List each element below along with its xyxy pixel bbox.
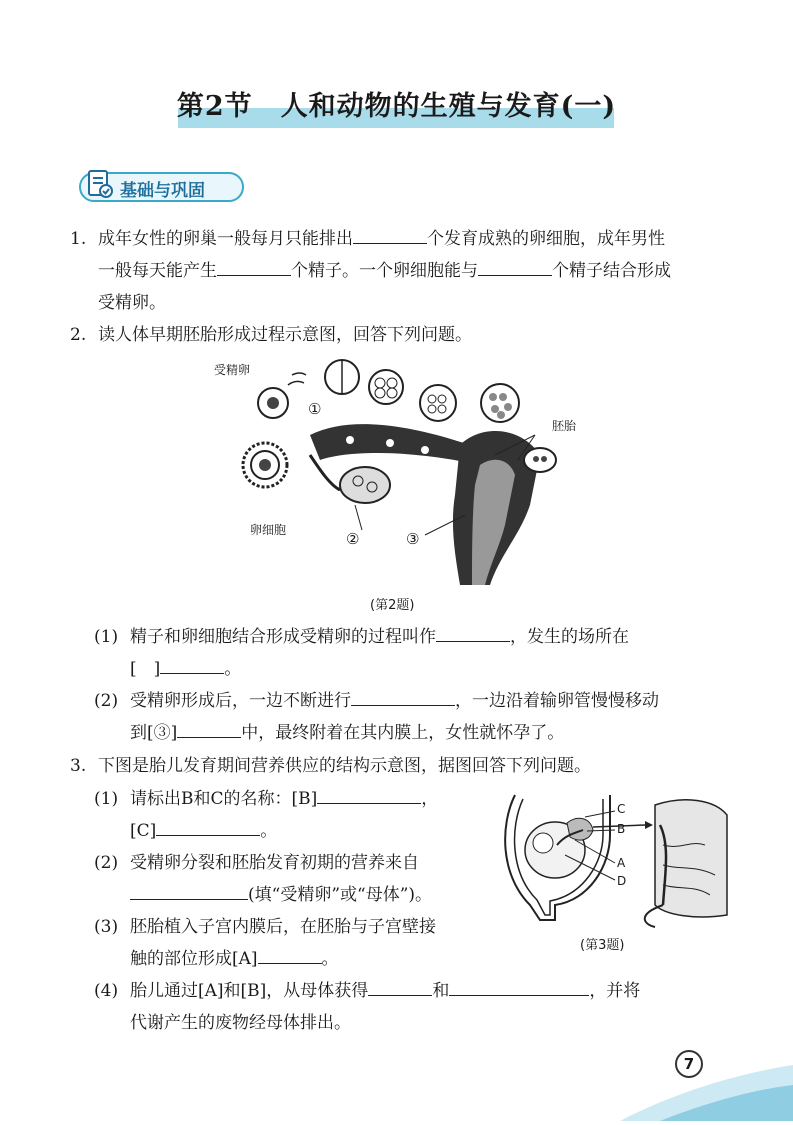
figure-3-caption: (第3题) bbox=[580, 938, 625, 953]
q2-sub1-line-1: 精子和卵细胞结合形成受精卵的过程叫作 ，发生的场所在 bbox=[130, 627, 629, 647]
q3-sub1-line-2: [C] 。 bbox=[130, 821, 278, 841]
label-egg-cell: 卵细胞 bbox=[250, 523, 287, 537]
q2-sub2-blank-1[interactable] bbox=[351, 691, 455, 706]
q2-sub1-number: (1) bbox=[94, 627, 119, 647]
q2-sub2-line-1: 受精卵形成后，一边不断进行 ，一边沿着输卵管慢慢移动 bbox=[130, 691, 659, 711]
figure-fetal-nutrition bbox=[495, 785, 735, 930]
q3-sub4-blank-2[interactable] bbox=[449, 981, 589, 996]
q3-sub3-line-2: 触的部位形成[A] 。 bbox=[130, 949, 339, 969]
q3-sub2-line-1: 受精卵分裂和胚胎发育初期的营养来自 bbox=[130, 853, 419, 873]
q3-sub1-line-1: 请标出B和C的名称：[B] ， bbox=[130, 789, 439, 809]
q2-sub2-line-2: 到[③] 中，最终附着在其内膜上，女性就怀孕了。 bbox=[130, 723, 565, 743]
label-A: A bbox=[617, 856, 626, 870]
q3-sub3-line-1: 胚胎植入子宫内膜后，在胚胎与子宫壁接 bbox=[130, 917, 436, 937]
q3-sub4-line-2: 代谢产生的废物经母体排出。 bbox=[130, 1013, 351, 1033]
q1-line-3: 受精卵。 bbox=[98, 293, 166, 313]
q3-stem: 下图是胎儿发育期间营养供应的结构示意图，据图回答下列问题。 bbox=[98, 756, 591, 776]
label-C: C bbox=[617, 802, 626, 816]
q3-sub3-number: (3) bbox=[94, 917, 119, 937]
q3-sub2-number: (2) bbox=[94, 853, 119, 873]
q1-blank-1[interactable] bbox=[353, 229, 427, 244]
q3-sub4-number: (4) bbox=[94, 981, 119, 1001]
q3-sub4-blank-1[interactable] bbox=[368, 981, 432, 996]
q2-sub2-number: (2) bbox=[94, 691, 119, 711]
q2-stem: 读人体早期胚胎形成过程示意图，回答下列问题。 bbox=[98, 325, 472, 345]
q1-blank-2[interactable] bbox=[217, 261, 291, 276]
page-title: 第2节 人和动物的生殖与发育(一) bbox=[176, 91, 617, 122]
q2-number: 2. bbox=[70, 325, 87, 345]
marker-3: ③ bbox=[406, 530, 420, 548]
q1-line-2: 一般每天能产生 个精子。一个卵细胞能与 个精子结合形成 bbox=[98, 261, 671, 281]
marker-1: ① bbox=[308, 400, 322, 418]
document-check-icon bbox=[84, 168, 116, 204]
figure-embryo-formation bbox=[210, 355, 590, 585]
q3-sub4-line-1: 胎儿通过[A]和[B]，从母体获得 和 ，并将 bbox=[130, 981, 641, 1001]
q3-sub2-blank[interactable] bbox=[130, 885, 248, 900]
q1-blank-3[interactable] bbox=[478, 261, 552, 276]
q3-sub1-blank-C[interactable] bbox=[156, 821, 260, 836]
q2-sub1-line-2: [ ] 。 bbox=[130, 659, 242, 679]
label-embryo: 胚胎 bbox=[552, 419, 577, 433]
q3-sub2-line-2: (填“受精卵”或“母体”)。 bbox=[130, 885, 432, 905]
q3-sub3-blank[interactable] bbox=[258, 949, 322, 964]
q3-sub1-blank-B[interactable] bbox=[317, 789, 421, 804]
marker-2: ② bbox=[346, 530, 360, 548]
q1-line-1: 成年女性的卵巢一般每月只能排出 个发育成熟的卵细胞，成年男性 bbox=[98, 229, 665, 249]
q3-number: 3. bbox=[70, 756, 87, 776]
q2-sub2-blank-2[interactable] bbox=[177, 723, 241, 738]
q3-sub1-number: (1) bbox=[94, 789, 119, 809]
page-number: 7 bbox=[675, 1050, 703, 1078]
q2-sub1-blank-2[interactable] bbox=[160, 659, 224, 674]
section-label: 基础与巩固 bbox=[120, 181, 205, 201]
label-fertilized-egg: 受精卵 bbox=[214, 363, 251, 377]
q2-sub1-blank-1[interactable] bbox=[436, 627, 510, 642]
figure-2-caption: (第2题) bbox=[370, 598, 415, 613]
label-B: B bbox=[617, 822, 626, 836]
label-D: D bbox=[617, 874, 627, 888]
q1-number: 1. bbox=[70, 229, 87, 249]
